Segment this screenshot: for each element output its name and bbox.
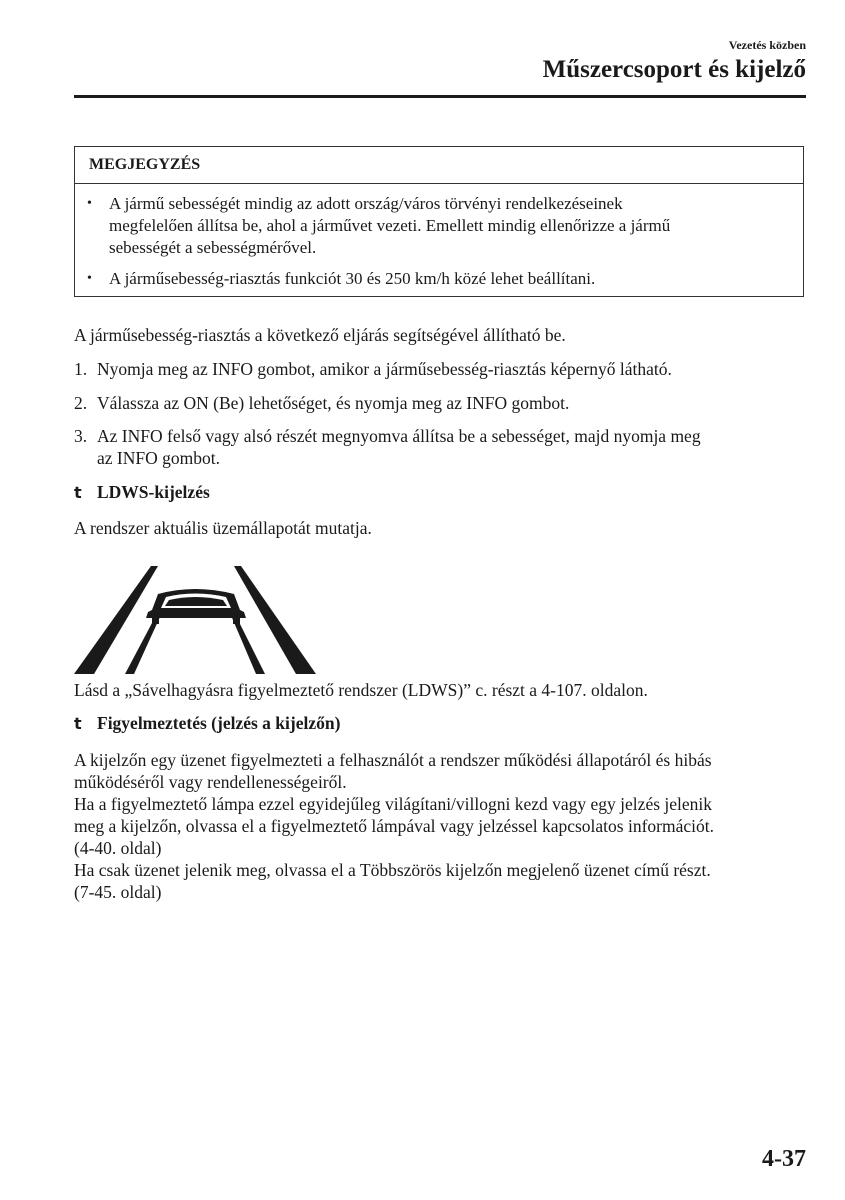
warning-heading bbox=[74, 713, 340, 734]
section-marker-icon: t bbox=[74, 714, 82, 733]
left-lane-line bbox=[74, 566, 158, 674]
step-text: Nyomja meg az INFO gombot, amikor a járműsebesség-riasztás képernyő látható. bbox=[97, 359, 672, 379]
right-lane-line bbox=[234, 566, 316, 674]
warning-line: Ha a figyelmeztető lámpa ezzel egyidejűleg világítani/villogni kezd vagy egy jelzés jelenik bbox=[74, 794, 713, 814]
note-line: megfelelően állítsa be, ahol a járművet vezeti. Emellett mindig ellenőrizze a jármű bbox=[109, 216, 671, 235]
page-title: Műszercsoport és kijelző bbox=[542, 56, 806, 83]
procedure-step bbox=[74, 392, 814, 414]
procedure-step bbox=[74, 358, 814, 380]
section-marker-icon: t bbox=[74, 483, 82, 502]
bullet-icon: • bbox=[87, 196, 92, 211]
warning-line: Ha csak üzenet jelenik meg, olvassa el a Többszörös kijelzőn megjelenő üzenet című részt. bbox=[74, 860, 711, 880]
warning-heading-text: Figyelmeztetés (jelzés a kijelzőn) bbox=[97, 713, 341, 733]
step-text: Válassza az ON (Be) lehetőséget, és nyomja meg az INFO gombot. bbox=[97, 393, 570, 413]
section-label: Vezetés közben bbox=[728, 38, 806, 52]
note-heading: MEGJEGYZÉS bbox=[75, 147, 803, 184]
step-number: 2. bbox=[74, 393, 88, 413]
note-item bbox=[75, 193, 803, 259]
page-number: 4-37 bbox=[762, 1146, 806, 1172]
car-icon bbox=[146, 589, 246, 624]
warning-line: (4-40. oldal) bbox=[74, 838, 162, 858]
warning-line: A kijelzőn egy üzenet figyelmezteti a felhasználót a rendszer működési állapotáról és hibás bbox=[74, 750, 712, 770]
warning-line: működéséről vagy rendellenességeiről. bbox=[74, 772, 347, 792]
note-line: A járműsebesség-riasztás funkciót 30 és 250 km/h közé lehet beállítani. bbox=[109, 269, 596, 288]
note-list bbox=[75, 193, 803, 290]
note-box bbox=[74, 146, 804, 297]
step-text: az INFO gombot. bbox=[97, 448, 220, 468]
ldws-description: A rendszer aktuális üzemállapotát mutatja. bbox=[74, 518, 372, 538]
warning-line: (7-45. oldal) bbox=[74, 882, 162, 902]
warning-line: meg a kijelzőn, olvassa el a figyelmeztető lámpával vagy jelzéssel kapcsolatos információt. bbox=[74, 816, 714, 836]
bullet-icon: • bbox=[87, 271, 92, 286]
ldws-heading bbox=[74, 482, 210, 503]
note-item bbox=[75, 268, 803, 290]
title-rule bbox=[74, 95, 806, 98]
ldws-lane-car-icon bbox=[74, 566, 316, 674]
note-line: sebességét a sebességmérővel. bbox=[109, 238, 317, 257]
step-text: Az INFO felső vagy alsó részét megnyomva állítsa be a sebességet, majd nyomja meg bbox=[97, 426, 701, 446]
procedure-intro: A járműsebesség-riasztás a következő eljárás segítségével állítható be. bbox=[74, 325, 566, 345]
step-number: 1. bbox=[74, 359, 88, 379]
warning-body bbox=[74, 749, 714, 903]
procedure-step bbox=[74, 425, 814, 469]
note-line: A jármű sebességét mindig az adott ország/város törvényi rendelkezéseinek bbox=[109, 194, 623, 213]
step-number: 3. bbox=[74, 426, 88, 446]
ldws-heading-text: LDWS-kijelzés bbox=[97, 482, 210, 502]
ldws-reference: Lásd a „Sávelhagyásra figyelmeztető rendszer (LDWS)” c. részt a 4-107. oldalon. bbox=[74, 680, 648, 700]
